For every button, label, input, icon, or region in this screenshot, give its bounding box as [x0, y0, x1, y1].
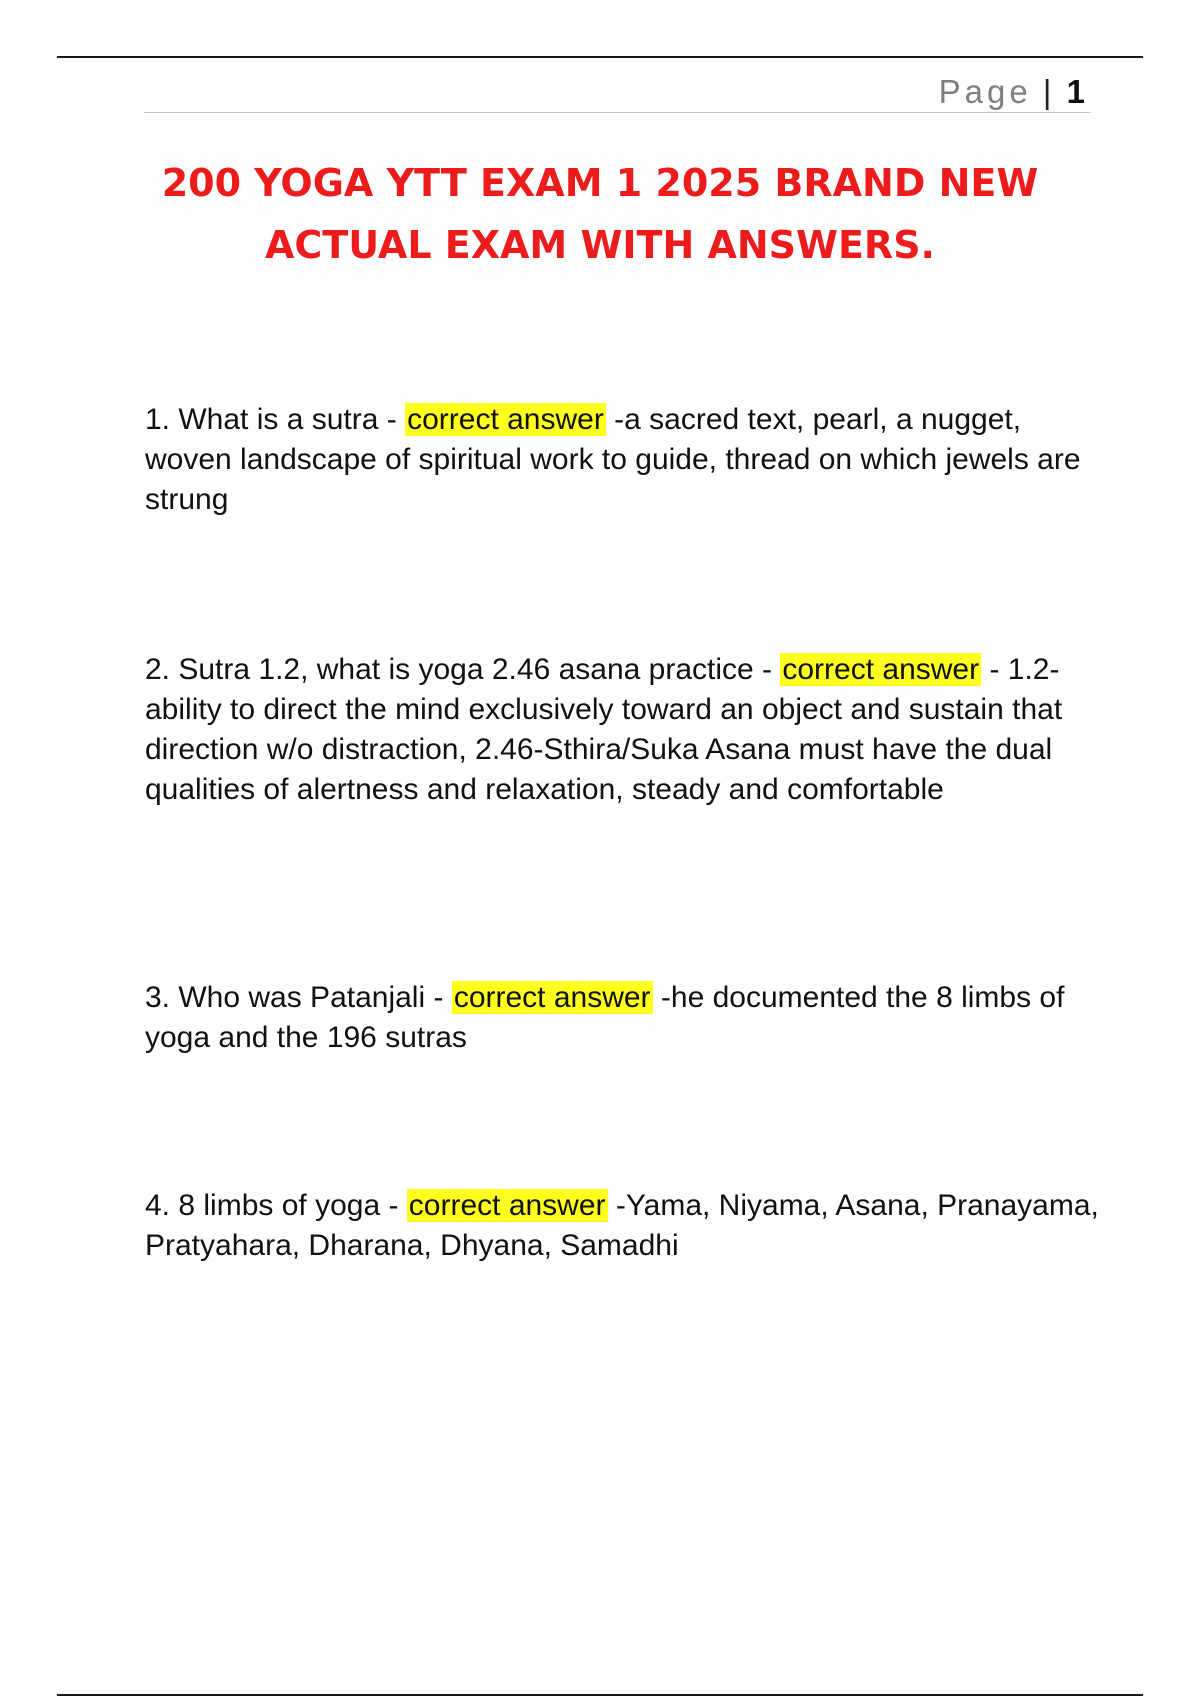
bottom-rule	[57, 1694, 1143, 1696]
correct-answer-highlight: correct answer	[408, 1189, 606, 1222]
top-rule	[57, 56, 1143, 58]
page-word: Page	[938, 73, 1032, 110]
correct-answer-highlight: correct answer	[407, 403, 604, 436]
answer-text: -Yama, Niyama, Asana, Pranayama, Pratyahara, Dharana, Dhyana, Samadhi	[145, 1189, 1099, 1262]
correct-answer-highlight: correct answer	[453, 981, 651, 1014]
document-title: 200 YOGA YTT EXAM 1 2025 BRAND NEW ACTUAL EXAM WITH ANSWERS.	[161, 161, 1039, 267]
question-item	[145, 1186, 1105, 1266]
question-text: 2. Sutra 1.2, what is yoga 2.46 asana practice -	[145, 653, 773, 686]
question-item	[145, 400, 1105, 520]
question-text: 1. What is a sutra -	[145, 403, 397, 436]
correct-answer-highlight: correct answer	[782, 653, 980, 686]
question-item	[145, 978, 1105, 1058]
page-number-label	[939, 72, 1085, 112]
answer-text: -he documented the 8 limbs of yoga and the 196 sutras	[145, 981, 1065, 1054]
answer-text: - 1.2-ability to direct the mind exclusively toward an object and sustain that direction w/o distraction, 2.46-Sthira/Suka Asana must have the dual qualities of alertness and relaxation, steady and comfortable	[145, 653, 1063, 806]
page-number: 1	[1066, 73, 1085, 110]
question-text: 4. 8 limbs of yoga -	[145, 1189, 399, 1222]
page-separator: |	[1042, 73, 1052, 110]
answer-text: -a sacred text, pearl, a nugget, woven landscape of spiritual work to guide, thread on which jewels are strung	[145, 403, 1081, 516]
question-text: 3. Who was Patanjali -	[145, 981, 444, 1014]
question-item	[145, 650, 1105, 810]
page-header	[144, 70, 1091, 113]
